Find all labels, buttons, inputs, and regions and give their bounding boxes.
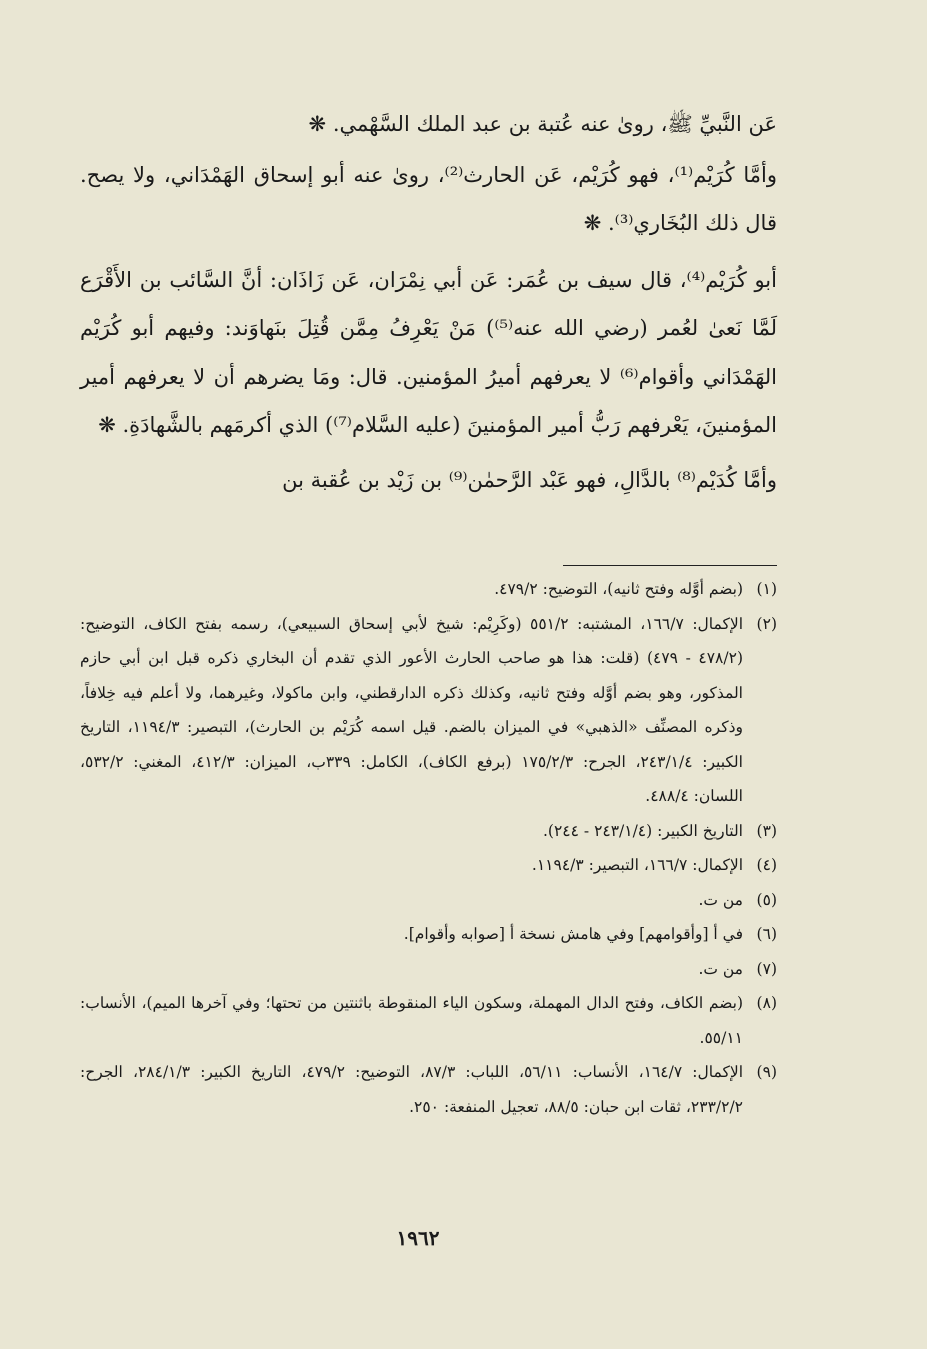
footnote-text: الإكمال: ١٦٤/٧، الأنساب: ٥٦/١١، اللباب: ٨٧/٣، التوضيح: ٤٧٩/٢، التاريخ الكبير: ٢٨٤/١/٣، الجرح: ٢٣٣/٢/٢، ثقات ابن حبان: ٨٨/٥، تعجيل المنفعة: ٢٥٠. bbox=[80, 1063, 743, 1116]
footnote bbox=[80, 1055, 777, 1124]
footnote-text: في أ [وأقوامهم] وفي هامش نسخة أ [صوابه وأقوام]. bbox=[403, 925, 743, 943]
footnote bbox=[80, 917, 777, 952]
footnote bbox=[80, 572, 777, 607]
footnote-text: الإكمال: ١٦٦/٧، المشتبه: ٥٥١/٢ (وكَرِيْم: شيخ لأبي إسحاق السبيعي)، رسمه بفتح الكاف، التوضيح: (٤٧٨/٢ - ٤٧٩) (قلت: هذا هو صاحب الحارث الأعور الذي تقدم أن البخاري ذكره قبل ابن أبي حازم المذكور، وهو بضم أوَّله وفتح ثانيه، وكذلك ذكره الدارقطني، وابن ماكولا، وغيرهما، ولا أعلم فيه خِلافاً، وذكره المصنِّف «الذهبي» في الميزان بالضم. قيل اسمه كُرَيْم بن الحارث)، التبصير: ١١٩٤/٣، التاريخ الكبير: ٢٤٣/١/٤، الجرح: ١٧٥/٢/٣ (برفع الكاف)، الكامل: ٣٣٩ب، الميزان: ٤١٢/٣، المغني: ٥٣٢/٢، اللسان: ٤٨٨/٤. bbox=[80, 614, 744, 805]
main-paragraph: عَن النَّبيِّ ﷺ، روىٰ عنه عُتبة بن عبد الملك السَّهْمي. ❋ bbox=[308, 112, 777, 136]
footnote bbox=[80, 883, 777, 918]
footnote-text: من ت. bbox=[698, 890, 743, 909]
footnote bbox=[80, 607, 777, 814]
main-paragraph: وأمَّا كُرَيْم⁽¹⁾، فهو كُرَيْم، عَن الحارث⁽²⁾، روىٰ عنه أبو إسحاق الهَمْدَاني، ولا يصح. قال ذلك البُخَاري⁽³⁾. ❋ bbox=[80, 162, 777, 235]
footnote-number: (٩) bbox=[756, 1063, 777, 1081]
footnotes-list bbox=[80, 572, 777, 1124]
footnote-number: (١) bbox=[756, 580, 777, 598]
footnote-text: الإكمال: ١٦٦/٧، التبصير: ١١٩٤/٣. bbox=[531, 856, 743, 874]
footnote-number: (٤) bbox=[756, 856, 777, 874]
footnote-separator bbox=[563, 565, 777, 566]
footnote bbox=[80, 848, 777, 883]
footnote-text: من ت. bbox=[698, 959, 743, 978]
page-number: ١٩٦٢ bbox=[396, 1226, 440, 1250]
footnote bbox=[80, 814, 777, 849]
footnote bbox=[80, 986, 777, 1055]
footnote-text: التاريخ الكبير: (٢٤٣/١/٤ - ٢٤٤). bbox=[543, 821, 743, 840]
footnote-text: (بضم أوَّله وفتح ثانيه)، التوضيح: ٤٧٩/٢. bbox=[494, 580, 743, 598]
main-text bbox=[80, 100, 777, 504]
footnote-number: (٦) bbox=[756, 925, 777, 943]
main-paragraph: وأمَّا كُدَيْم⁽⁸⁾ بالدَّالِ، فهو عَبْد الرَّحمٰن⁽⁹⁾ بن زَيْد بن عُقبة بن bbox=[282, 467, 777, 492]
footnote-number: (٢) bbox=[756, 614, 777, 633]
footnote-number: (٣) bbox=[756, 821, 777, 840]
main-paragraph: أبو كُرَيْم⁽⁴⁾، قال سيف بن عُمَر: عَن أبي نِمْرَان، عَن زَاذَان: أنَّ السَّائب بن الأَقْرَع لَمَّا نَعىٰ لعُمر (رضي الله عنه⁽⁵⁾) مَنْ يَعْرِفُ مِمَّن قُتِلَ بنَهاوَند: وفيهم أبو كُرَيْم الهَمْدَاني وأقوام⁽⁶⁾ لا يعرفهم أميرُ المؤمنين. قال: ومَا يضرهم أن لا يعرفهم أمير المؤمنينَ، يَعْرفهم رَبُّ أمير المؤمنينَ (عليه السَّلام⁽⁷⁾) الذي أكرمَهم بالشَّهادَةِ. ❋ bbox=[80, 267, 777, 437]
footnote-text: (بضم الكاف، وفتح الدال المهملة، وسكون الياء المنقوطة باثنتين من تحتها؛ وفي آخرها الميم)، الأنساب: ٥٥/١١. bbox=[80, 994, 743, 1047]
footnote-number: (٨) bbox=[756, 994, 777, 1012]
footnote-number: (٧) bbox=[756, 959, 777, 978]
footnote-number: (٥) bbox=[756, 890, 777, 909]
footnote bbox=[80, 952, 777, 987]
